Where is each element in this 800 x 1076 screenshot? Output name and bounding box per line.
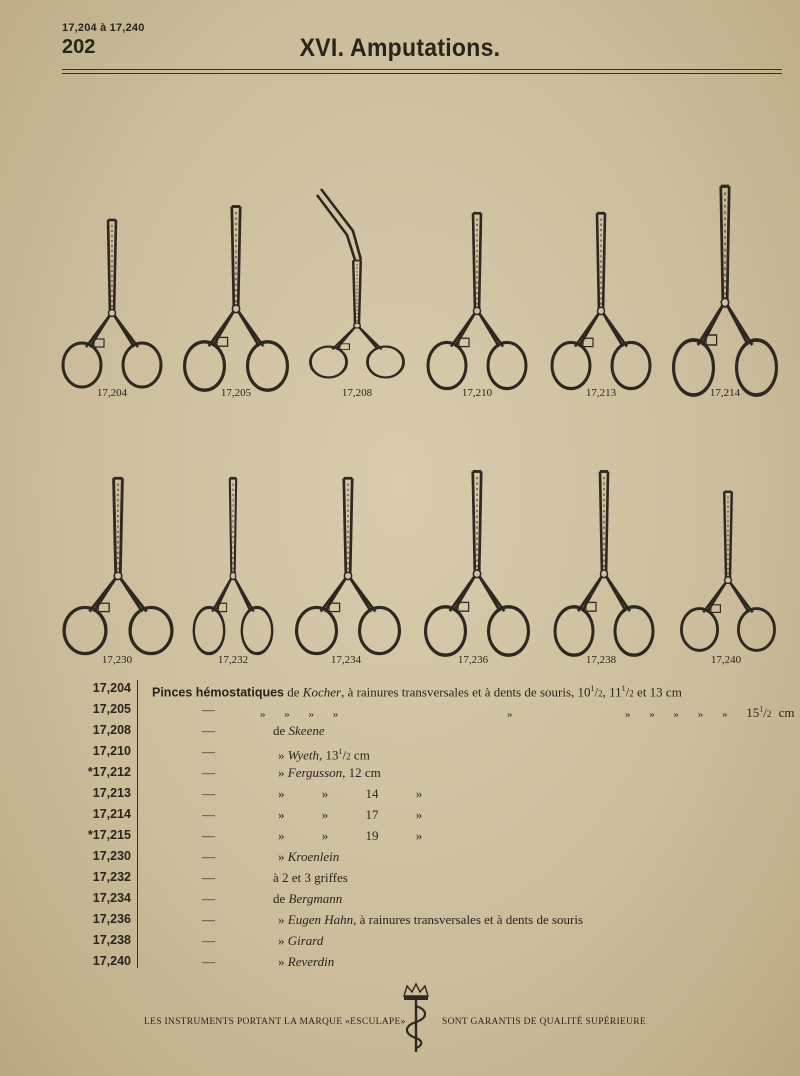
esculape-logo-icon xyxy=(398,982,434,1056)
forceps-17208 xyxy=(310,189,403,377)
entry-dash: — xyxy=(202,723,215,738)
forceps-17236 xyxy=(426,472,529,656)
figure-label: 17,208 xyxy=(341,387,373,399)
entry-row xyxy=(70,909,790,930)
entry-row xyxy=(70,720,790,741)
forceps-17213 xyxy=(552,213,650,388)
figure-label: 17,240 xyxy=(710,654,742,666)
entry-dash: — xyxy=(202,849,215,864)
entry-number: 17,238 xyxy=(92,933,131,947)
entry-description: » » 19 » xyxy=(278,828,423,843)
entry-number: 17,213 xyxy=(92,786,131,800)
entry-description: de Skeene xyxy=(273,723,325,738)
entry-dash: — xyxy=(202,744,215,759)
entry-description: » » 17 » xyxy=(278,807,423,822)
entry-number: 17,240 xyxy=(92,954,131,968)
entry-description: » » » » » » » » » » $15^1/2$ cm xyxy=(260,705,795,721)
entry-dash: — xyxy=(202,933,215,948)
entry-number: 17,208 xyxy=(92,723,131,737)
entry-number: 17,214 xyxy=(92,807,131,821)
entry-description: de Bergmann xyxy=(273,891,343,906)
footer-left-text: LES INSTRUMENTS PORTANT LA MARQUE «ESCULAPE» xyxy=(144,1017,406,1027)
entry-row xyxy=(70,930,790,951)
entry-number: 17,230 xyxy=(92,849,131,863)
entry-row xyxy=(70,699,795,721)
figure-label: 17,213 xyxy=(585,387,617,399)
entry-description: » Wyeth, $13^1/2$ cm xyxy=(278,747,370,763)
entry-description: à 2 et 3 griffes xyxy=(273,870,348,885)
figure-label: 17,238 xyxy=(585,654,617,666)
entry-row xyxy=(70,678,790,699)
figure-label: 17,210 xyxy=(461,387,493,399)
forceps-17238 xyxy=(555,472,653,656)
forceps-17240 xyxy=(681,492,774,651)
entry-number: 17,204 xyxy=(92,681,131,695)
entry-description: » Eugen Hahn, à rainures transversales et à dents de souris xyxy=(278,912,584,927)
entry-row xyxy=(70,888,790,909)
page-title: XVI. Amputations. xyxy=(299,34,501,62)
forceps-17214 xyxy=(674,186,777,395)
entry-row xyxy=(70,804,790,825)
entry-dash: — xyxy=(202,954,215,969)
entry-description: » Girard xyxy=(278,933,324,948)
figure-label: 17,236 xyxy=(457,654,489,666)
entry-dash: — xyxy=(202,891,215,906)
entry-dash: — xyxy=(202,870,215,885)
entry-row xyxy=(70,762,790,783)
entry-dash: — xyxy=(202,765,215,780)
entry-number: 17,205 xyxy=(92,702,131,716)
entry-row xyxy=(70,783,790,804)
entry-description: » Kroenlein xyxy=(278,849,340,864)
entry-row xyxy=(70,951,790,972)
entry-row xyxy=(70,741,790,762)
entry-row xyxy=(70,825,790,846)
entry-description: Pinces hémostatiques de Kocher, à rainures transversales et à dents de souris, $10^1/2$, $11^1/2$ et 13 cm xyxy=(152,684,682,700)
figure-label: 17,230 xyxy=(101,654,133,666)
entry-dash: — xyxy=(202,912,215,927)
footer-right-text: SONT GARANTIS DE QUALITÉ SUPÉRIEURE xyxy=(442,1017,647,1027)
entry-number: *17,212 xyxy=(87,765,131,779)
entry-number: *17,215 xyxy=(87,828,131,842)
entry-description: » Fergusson, 12 cm xyxy=(278,765,381,780)
entry-number: 17,236 xyxy=(92,912,131,926)
entry-dash: — xyxy=(202,828,215,843)
figure-label: 17,234 xyxy=(330,654,362,666)
entry-dash: — xyxy=(202,807,215,822)
entry-number: 17,210 xyxy=(92,744,131,758)
figure-label: 17,204 xyxy=(96,387,128,399)
figure-label: 17,205 xyxy=(220,387,252,399)
forceps-17210 xyxy=(428,213,526,388)
entry-description: » » 14 » xyxy=(278,786,423,801)
catalog-entries xyxy=(70,678,795,972)
figure-label: 17,214 xyxy=(709,387,741,399)
forceps-17232 xyxy=(194,478,272,653)
figure-label: 17,232 xyxy=(217,654,249,666)
forceps-17234 xyxy=(297,478,400,653)
entry-dash: — xyxy=(202,786,215,801)
entry-number: 17,234 xyxy=(92,891,131,905)
entry-description: » Reverdin xyxy=(278,954,335,969)
entry-row xyxy=(70,846,790,867)
entry-dash: — xyxy=(202,702,215,717)
item-range: 17,204 à 17,240 xyxy=(62,22,145,34)
forceps-17230 xyxy=(64,478,172,653)
entry-number: 17,232 xyxy=(92,870,131,884)
entry-row xyxy=(70,867,790,888)
forceps-17205 xyxy=(185,207,288,391)
page-number: 202 xyxy=(62,36,96,58)
forceps-17204 xyxy=(63,220,161,387)
